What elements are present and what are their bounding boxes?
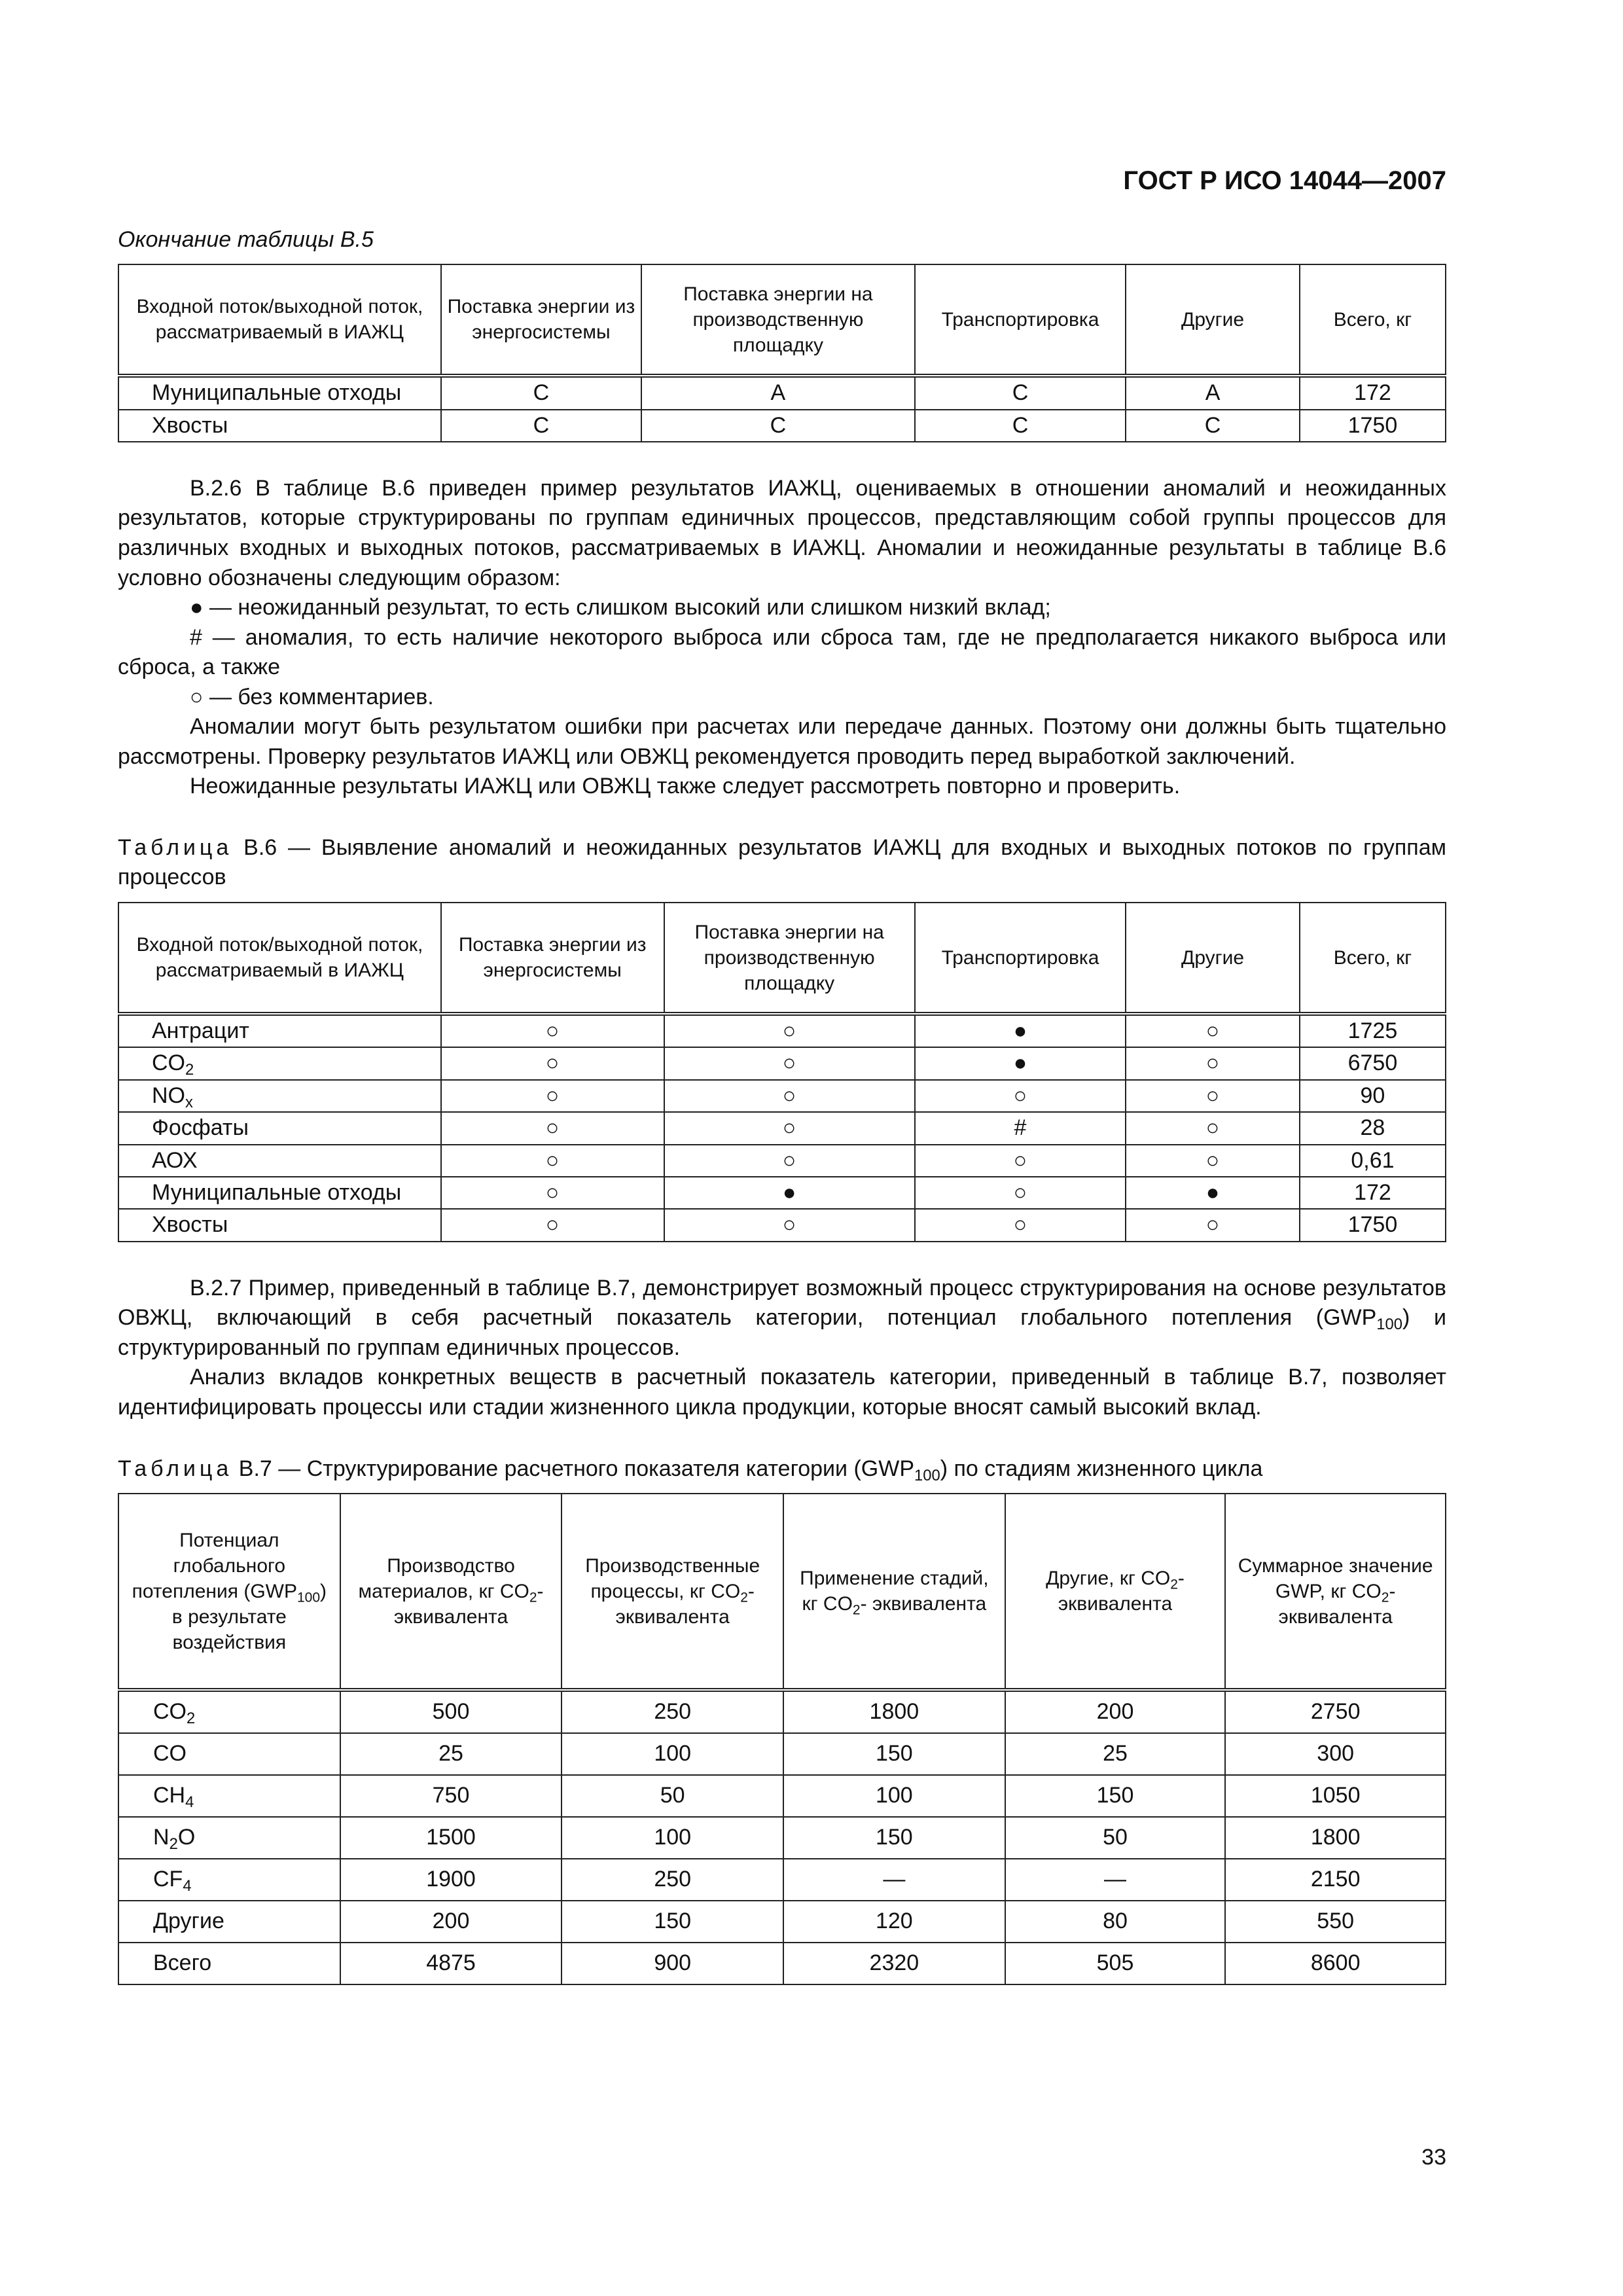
header-part: Производственные процессы, кг CO [585, 1554, 760, 1602]
header-part: Производство материалов, кг CO [358, 1554, 529, 1602]
table-row [118, 1080, 1446, 1112]
paragraph-part: В.2.7 Пример, приведенный в таблице В.7, демонстрирует возможный процесс структурирования на основе результатов ОВЖЦ, включающий в себя расчетный показатель категории, потенциал глобального потепления (GWP [118, 1275, 1446, 1331]
table-row [118, 1014, 1446, 1047]
table-cell: ○ [1126, 1080, 1300, 1112]
table-cell: 8600 [1225, 1943, 1446, 1984]
table-b5-continuation-label: Окончание таблицы В.5 [118, 226, 374, 252]
subscript: 100 [1376, 1316, 1403, 1334]
table-b5-header-cell: Другие [1126, 264, 1300, 376]
table-cell: ○ [441, 1014, 664, 1047]
table-b6-header-cell: Поставка энергии на производственную площадку [664, 903, 915, 1014]
table-row [118, 1112, 1446, 1144]
subscript: 2 [529, 1589, 537, 1605]
subscript: 100 [296, 1589, 321, 1605]
paragraph: Неожиданные результаты ИАЖЦ или ОВЖЦ также следует рассмотреть повторно и проверить. [190, 774, 1181, 799]
table-cell: ○ [1126, 1112, 1300, 1144]
table-row [118, 410, 1446, 442]
caption-text: В.7 — Структурирование расчетного показателя категории (GWP [238, 1456, 915, 1481]
table-b7-header-cell [340, 1494, 562, 1690]
table-cell: 2150 [1225, 1859, 1446, 1901]
table-cell: C [1126, 410, 1300, 442]
table-row [118, 1145, 1446, 1177]
table-cell: ● [1126, 1177, 1300, 1209]
table-row [118, 1209, 1446, 1241]
table-b6-header-cell: Другие [1126, 903, 1300, 1014]
table-b7-header-cell [1225, 1494, 1446, 1690]
table-cell: 1500 [340, 1817, 562, 1859]
table-cell [118, 1733, 340, 1775]
table-b6-header-cell: Входной поток/выходной поток, рассматриваемый в ИАЖЦ [118, 903, 441, 1014]
table-cell: 1900 [340, 1859, 562, 1901]
table-cell: ○ [441, 1047, 664, 1079]
table-cell: ○ [441, 1080, 664, 1112]
legend-no-comment: ○ — без комментариев. [190, 684, 434, 709]
table-cell: 505 [1005, 1943, 1226, 1984]
table-cell: ○ [1126, 1014, 1300, 1047]
table-cell: 172 [1300, 1177, 1446, 1209]
table-cell: 1800 [783, 1690, 1005, 1733]
header-part: - эквивалента [860, 1593, 987, 1615]
table-cell: 100 [783, 1775, 1005, 1817]
table-cell: ○ [915, 1145, 1126, 1177]
table-b7-header-cell [562, 1494, 783, 1690]
table-cell: ○ [664, 1112, 915, 1144]
subscript: 4 [185, 1793, 194, 1812]
table-cell: 250 [562, 1859, 783, 1901]
table-b5-header-cell: Поставка энергии на производственную площадку [641, 264, 915, 376]
subscript: 2 [185, 1061, 194, 1079]
row-name: Антрацит [152, 1018, 249, 1044]
table-b7-header-cell [118, 1494, 340, 1690]
row-name: Хвосты [152, 1212, 228, 1238]
paragraph [118, 1274, 1446, 1363]
table-cell: 900 [562, 1943, 783, 1984]
table-cell: 750 [340, 1775, 562, 1817]
table-cell: 2320 [783, 1943, 1005, 1984]
table-cell [118, 1690, 340, 1733]
table-cell [118, 1014, 441, 1047]
table-cell: 6750 [1300, 1047, 1446, 1079]
paragraph-part: ) и структурированный по группам единичных процессов. [118, 1305, 1446, 1360]
table-cell: 120 [783, 1901, 1005, 1943]
table-cell: # [915, 1112, 1126, 1144]
page-number: 33 [1421, 2145, 1446, 2170]
table-cell: 150 [783, 1733, 1005, 1775]
table-row [118, 1859, 1446, 1901]
table-cell: 1800 [1225, 1817, 1446, 1859]
table-cell: ● [915, 1014, 1126, 1047]
table-b7-header-cell [1005, 1494, 1226, 1690]
table-row [118, 1690, 1446, 1733]
table-cell: ○ [1126, 1047, 1300, 1079]
legend-anomaly: # — аномалия, то есть наличие некоторого выброса или сброса там, где не предполагается никакого выброса или сброса, а также [118, 624, 1446, 680]
table-b5 [118, 264, 1446, 442]
header-part: Потенциал глобального потепления (GWP [132, 1529, 297, 1602]
table-cell: ○ [441, 1145, 664, 1177]
table-cell [118, 1901, 340, 1943]
table-cell: Муниципальные отходы [118, 376, 441, 409]
table-b6-header-cell: Всего, кг [1300, 903, 1446, 1014]
table-cell: A [641, 376, 915, 409]
table-cell: 150 [562, 1901, 783, 1943]
subscript: 2 [187, 1710, 196, 1728]
table-row [118, 376, 1446, 409]
header-part: - эквивалента [615, 1580, 755, 1628]
table-cell: C [915, 376, 1126, 409]
caption-label: Таблица [118, 834, 233, 860]
table-cell [118, 1080, 441, 1112]
table-cell: 1750 [1300, 410, 1446, 442]
row-name: Всего [153, 1950, 212, 1976]
table-cell: 500 [340, 1690, 562, 1733]
row-name: CO [153, 1741, 187, 1767]
row-name: Фосфаты [152, 1115, 249, 1141]
subscript: 2 [852, 1602, 861, 1618]
table-cell: ○ [915, 1177, 1126, 1209]
table-cell [118, 1859, 340, 1901]
table-cell: ○ [664, 1014, 915, 1047]
table-cell: A [1126, 376, 1300, 409]
table-cell: ○ [441, 1112, 664, 1144]
table-cell: 550 [1225, 1901, 1446, 1943]
row-name: CO [152, 1050, 185, 1076]
header-part: ) в результате воздействия [171, 1580, 327, 1653]
table-cell: 1725 [1300, 1014, 1446, 1047]
table-cell: 300 [1225, 1733, 1446, 1775]
table-cell: 1750 [1300, 1209, 1446, 1241]
table-b5-header-cell: Входной поток/выходной поток, рассматриваемый в ИАЖЦ [118, 264, 441, 376]
table-b5-header-cell: Транспортировка [915, 264, 1126, 376]
row-name: CO [153, 1699, 187, 1725]
row-name: Другие [153, 1909, 224, 1934]
table-cell [118, 1775, 340, 1817]
subscript: 2 [1381, 1589, 1389, 1605]
table-cell: ● [664, 1177, 915, 1209]
table-cell: 100 [562, 1733, 783, 1775]
section-b27-text [118, 1274, 1446, 1423]
table-row [118, 1733, 1446, 1775]
table-cell [118, 1112, 441, 1144]
header-part: - эквивалента [393, 1580, 544, 1628]
row-name-tail: O [177, 1825, 196, 1850]
table-cell: 50 [1005, 1817, 1226, 1859]
table-cell [118, 1817, 340, 1859]
table-b6 [118, 902, 1446, 1242]
table-cell: ○ [915, 1080, 1126, 1112]
header-part: Другие, кг CO [1046, 1568, 1171, 1590]
table-cell: 28 [1300, 1112, 1446, 1144]
table-b7-caption [118, 1454, 1446, 1484]
table-cell: ○ [915, 1209, 1126, 1241]
table-cell: 250 [562, 1690, 783, 1733]
table-cell: C [441, 410, 641, 442]
table-row [118, 1901, 1446, 1943]
table-cell: C [441, 376, 641, 409]
row-name: АОХ [152, 1147, 198, 1173]
table-cell: 200 [1005, 1690, 1226, 1733]
subscript: 2 [169, 1835, 178, 1854]
document-id: ГОСТ Р ИСО 14044—2007 [1123, 166, 1446, 195]
subscript: 2 [1170, 1577, 1178, 1592]
table-b6-header-cell: Поставка энергии из энергосистемы [441, 903, 664, 1014]
caption-text: В.6 — Выявление аномалий и неожиданных результатов ИАЖЦ для входных и выходных потоков по группам процессов [118, 834, 1446, 890]
row-name: CF [153, 1867, 183, 1892]
table-cell: 150 [1005, 1775, 1226, 1817]
table-cell: ○ [1126, 1209, 1300, 1241]
table-cell: ○ [664, 1145, 915, 1177]
subscript: 100 [914, 1466, 940, 1484]
table-cell [118, 1943, 340, 1984]
table-row [118, 1817, 1446, 1859]
table-row [118, 1775, 1446, 1817]
table-b6-header-cell: Транспортировка [915, 903, 1126, 1014]
legend-unexpected: ● — неожиданный результат, то есть слишком высокий или слишком низкий вклад; [190, 595, 1051, 620]
table-cell: ○ [441, 1177, 664, 1209]
table-cell: 4875 [340, 1943, 562, 1984]
table-cell: 50 [562, 1775, 783, 1817]
table-cell: 150 [783, 1817, 1005, 1859]
row-name: Муниципальные отходы [152, 1179, 402, 1205]
subscript: x [185, 1093, 193, 1111]
subscript: 4 [183, 1877, 192, 1895]
table-cell [118, 1177, 441, 1209]
caption-label: Таблица [118, 1456, 233, 1481]
header-part: Применение стадий, кг CO [800, 1568, 989, 1615]
table-row [118, 1943, 1446, 1984]
table-cell: 0,61 [1300, 1145, 1446, 1177]
table-cell: ○ [664, 1047, 915, 1079]
table-cell: ○ [664, 1209, 915, 1241]
table-cell: Хвосты [118, 410, 441, 442]
table-cell: 80 [1005, 1901, 1226, 1943]
table-cell: 90 [1300, 1080, 1446, 1112]
row-name: NO [152, 1083, 185, 1108]
row-name: N [153, 1825, 169, 1850]
table-cell: 25 [1005, 1733, 1226, 1775]
table-cell: ○ [441, 1209, 664, 1241]
table-cell: ● [915, 1047, 1126, 1079]
section-b26-text [118, 474, 1446, 802]
table-b6-caption [118, 833, 1446, 893]
table-b5-header-cell: Всего, кг [1300, 264, 1446, 376]
subscript: 2 [740, 1589, 748, 1605]
table-cell: 25 [340, 1733, 562, 1775]
document-page [118, 118, 1446, 2212]
header-part: - эквивалента [1278, 1580, 1396, 1628]
table-cell: 2750 [1225, 1690, 1446, 1733]
table-cell: — [1005, 1859, 1226, 1901]
row-name: CH [153, 1783, 186, 1808]
table-cell: 172 [1300, 376, 1446, 409]
table-cell: ○ [664, 1080, 915, 1112]
table-b7 [118, 1493, 1446, 1985]
table-cell: C [641, 410, 915, 442]
header-part: Суммарное значение GWP, кг CO [1238, 1554, 1433, 1602]
header-part: - эквивалента [1058, 1568, 1185, 1615]
table-cell [118, 1047, 441, 1079]
table-cell [118, 1145, 441, 1177]
table-b5-header-cell: Поставка энергии из энергосистемы [441, 264, 641, 376]
paragraph: В.2.6 В таблице В.6 приведен пример результатов ИАЖЦ, оцениваемых в отношении аномалий и неожиданных результатов, которые структурированы по группам единичных процессов, представляющим собой группы процессов для различных входных и выходных потоков, рассматриваемых в ИАЖЦ. Аномалии и неожиданные результаты в таблице В.6 условно обозначены следующим образом: [118, 475, 1446, 590]
table-cell: 1050 [1225, 1775, 1446, 1817]
caption-text: ) по стадиям жизненного цикла [940, 1456, 1263, 1481]
table-cell: 200 [340, 1901, 562, 1943]
table-cell: 100 [562, 1817, 783, 1859]
paragraph: Анализ вкладов конкретных веществ в расчетный показатель категории, приведенный в таблице В.7, позволяет идентифицировать процессы или стадии жизненного цикла продукции, которые вносят самый высокий вклад. [118, 1365, 1446, 1420]
table-cell: — [783, 1859, 1005, 1901]
table-row [118, 1177, 1446, 1209]
table-b7-header-cell [783, 1494, 1005, 1690]
table-cell: C [915, 410, 1126, 442]
table-row [118, 1047, 1446, 1079]
paragraph: Аномалии могут быть результатом ошибки при расчетах или передаче данных. Поэтому они должны быть тщательно рассмотрены. Проверку результатов ИАЖЦ или ОВЖЦ рекомендуется проводить перед выработкой заключений. [118, 714, 1446, 769]
table-cell [118, 1209, 441, 1241]
table-cell: ○ [1126, 1145, 1300, 1177]
